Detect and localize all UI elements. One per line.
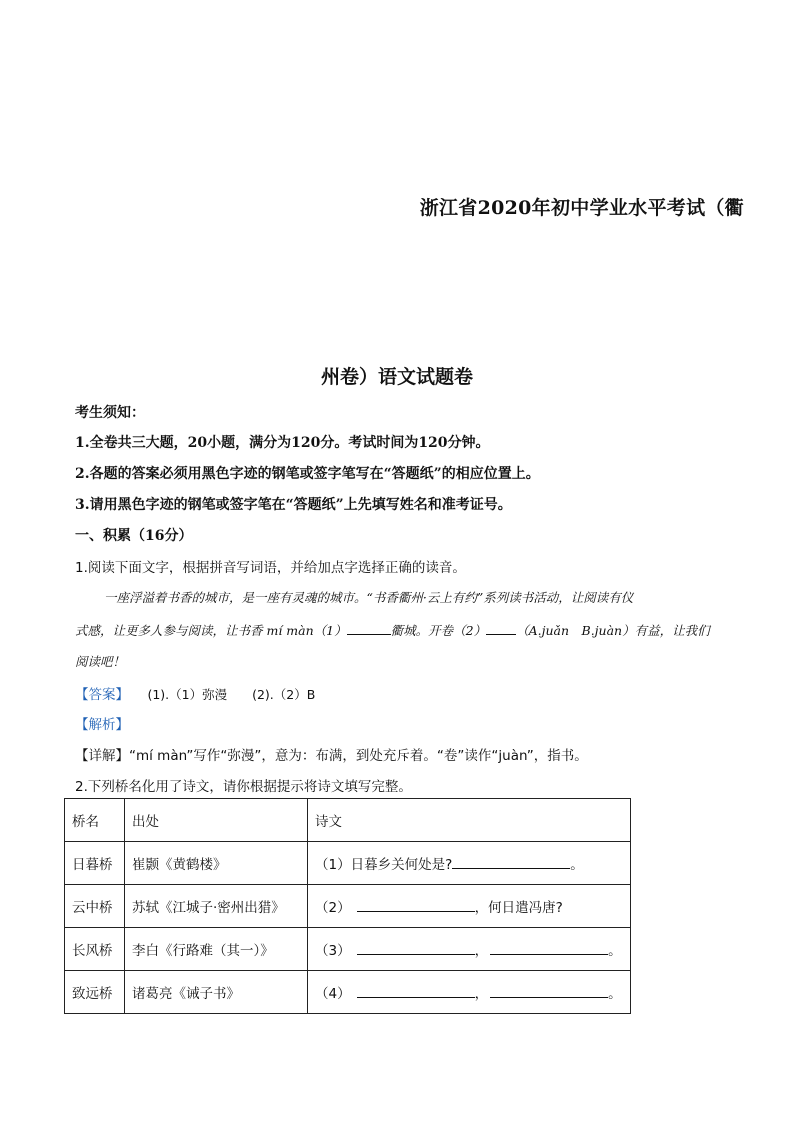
verse-text: 。 xyxy=(608,943,622,959)
verse-blank[interactable] xyxy=(452,856,570,869)
table-header-cell: 出处 xyxy=(125,799,308,842)
bridge-name-cell: 致远桥 xyxy=(65,971,125,1014)
detail-label: 【详解】 xyxy=(75,748,129,764)
question-1-passage-line: 一座浮溢着书香的城市，是一座有灵魂的城市。“书香衢州·云上有约”系列读书活动，让阅读有仪 xyxy=(104,590,634,605)
table-row xyxy=(65,885,631,928)
bridge-name-cell: 长风桥 xyxy=(65,928,125,971)
notice-heading: 考生须知： xyxy=(75,405,145,421)
verse-text: ，何日遣冯唐? xyxy=(474,900,563,916)
question-2-prompt: 2.下列桥名化用了诗文，请你根据提示将诗文填写完整。 xyxy=(75,779,412,795)
source-cell: 李白《行路难（其一）》 xyxy=(125,928,308,971)
verse-text: （3） xyxy=(315,943,351,959)
table-header-cell: 诗文 xyxy=(308,799,631,842)
verse-text: （4） xyxy=(315,986,351,1002)
passage-text: （A.juǎn B.juàn）有益，让我们 xyxy=(516,623,710,638)
detail-row xyxy=(75,744,588,764)
answer-blank-2[interactable] xyxy=(486,622,516,635)
verse-text: 。 xyxy=(608,986,622,1002)
answer-label: 【答案】 xyxy=(75,687,129,703)
section-heading: 一、积累（16分） xyxy=(75,528,193,544)
bridge-name-cell: 云中桥 xyxy=(65,885,125,928)
question-1-passage-line: 阅读吧！ xyxy=(75,654,126,669)
answer-row xyxy=(75,683,315,703)
question-1-prompt: 1.阅读下面文字，根据拼音写词语，并给加点字选择正确的读音。 xyxy=(75,560,466,576)
bridge-name-cell: 日暮桥 xyxy=(65,842,125,885)
verse-text: ， xyxy=(474,986,489,1002)
source-cell: 崔颢《黄鹤楼》 xyxy=(125,842,308,885)
analysis-row xyxy=(75,713,129,733)
verse-blank[interactable] xyxy=(357,942,475,955)
table-row xyxy=(65,842,631,885)
table-header-row xyxy=(65,799,631,842)
question-1-passage-line xyxy=(75,621,710,639)
source-cell: 苏轼《江城子·密州出猎》 xyxy=(125,885,308,928)
exam-title-line2: 州卷）语文试题卷 xyxy=(320,366,473,388)
verse-text: ， xyxy=(474,943,489,959)
verse-blank[interactable] xyxy=(357,985,475,998)
answer-blank-1[interactable] xyxy=(347,622,391,635)
verse-cell xyxy=(308,885,631,928)
verse-text: （2） xyxy=(315,900,351,916)
notice-item: 2.各题的答案必须用黑色字迹的钢笔或签字笔写在“答题纸”的相应位置上。 xyxy=(75,466,540,482)
table-header-cell: 桥名 xyxy=(65,799,125,842)
exam-title-line1: 浙江省2020年初中学业水平考试（衢 xyxy=(419,197,744,219)
verse-text: （1）日暮乡关何处是? xyxy=(315,857,453,873)
verse-cell xyxy=(308,842,631,885)
notice-item: 3.请用黑色字迹的钢笔或签字笔在“答题纸”上先填写姓名和准考证号。 xyxy=(75,497,512,513)
answer-text: (1).（1）弥漫 (2).（2）B xyxy=(147,687,316,702)
notice-item: 1.全卷共三大题，20小题，满分为120分。考试时间为120分钟。 xyxy=(75,435,490,451)
verse-cell xyxy=(308,971,631,1014)
source-cell: 诸葛亮《诫子书》 xyxy=(125,971,308,1014)
passage-text: 衢城。开卷（2） xyxy=(390,623,487,638)
table-row xyxy=(65,971,631,1014)
verse-cell xyxy=(308,928,631,971)
verse-text: 。 xyxy=(570,857,584,873)
verse-blank[interactable] xyxy=(490,985,608,998)
verse-blank[interactable] xyxy=(490,942,608,955)
analysis-label: 【解析】 xyxy=(75,717,129,733)
table-row xyxy=(65,928,631,971)
passage-text: 式感，让更多人参与阅读，让书香 mí màn（1） xyxy=(75,623,347,638)
detail-text: “mí màn”写作“弥漫”，意为：布满，到处充斥着。“卷”读作“juàn”，指书。 xyxy=(129,748,588,764)
verse-blank[interactable] xyxy=(357,899,475,912)
bridge-poem-table xyxy=(64,798,631,1014)
